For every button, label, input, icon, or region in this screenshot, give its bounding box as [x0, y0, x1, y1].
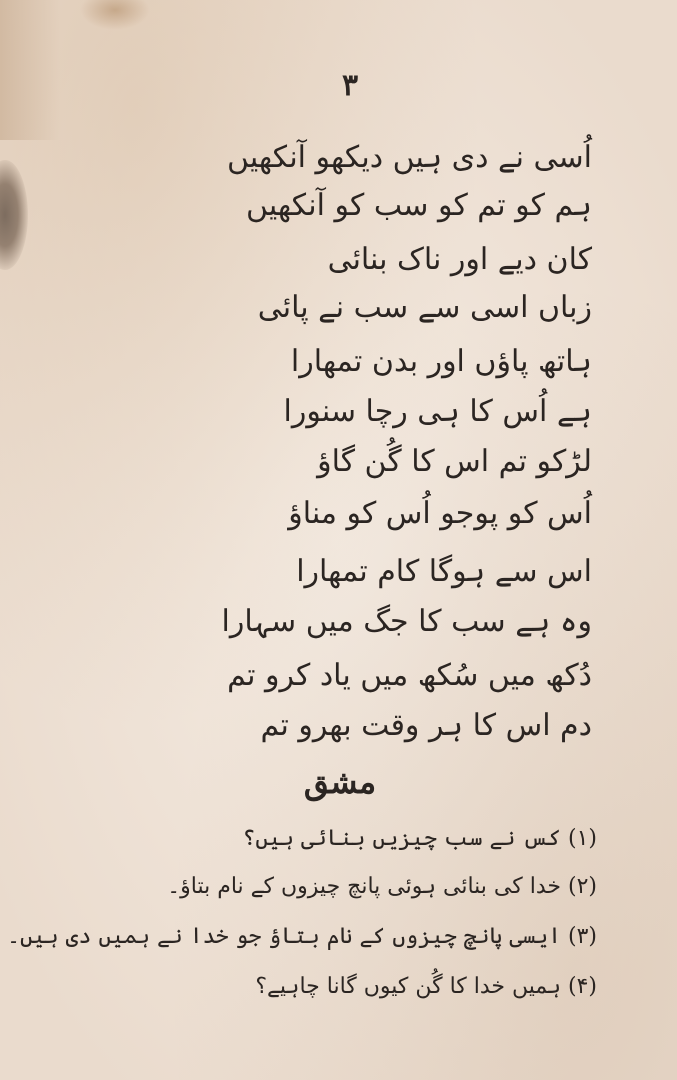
poem-line: ہاتھ پاؤں اور بدن تمھارا	[290, 344, 592, 379]
exercise-question: (۲) خدا کی بنائی ہوئی پانچ چیزوں کے نام بتاؤ۔	[167, 874, 597, 899]
page-edge-discoloration	[0, 0, 60, 140]
poem-line: لڑکو تم اس کا گُن گاؤ	[317, 444, 592, 479]
poem-line: دُکھ میں سُکھ میں یاد کرو تم	[227, 658, 592, 693]
exercise-question: (۱) کس نے سب چیزیں بنائی ہیں؟	[242, 826, 597, 851]
poem-line: اُسی نے دی ہیں دیکھو آنکھیں	[227, 140, 592, 175]
exercise-heading: مشق	[303, 763, 377, 801]
poem-line: کان دیے اور ناک بنائی	[327, 242, 592, 277]
poem-line: دم اس کا ہر وقت بھرو تم	[260, 708, 592, 743]
poem-line: زباں اسی سے سب نے پائی	[257, 290, 592, 325]
poem-line: اُس کو پوجو اُس کو مناؤ	[288, 496, 592, 531]
poem-line: اس سے ہوگا کام تمھارا	[296, 554, 592, 589]
exercise-question: (۴) ہمیں خدا کا گُن کیوں گانا چاہیے؟	[255, 974, 597, 999]
poem-line: ہم کو تم کو سب کو آنکھیں	[246, 188, 592, 223]
poem-line: وہ ہے سب کا جگ میں سہارا	[221, 604, 592, 639]
ink-blot	[0, 160, 28, 270]
exercise-question: (۳) ایسی پانچ چیزوں کے نام بتاؤ جو خدا نے ہمیں دی ہیں۔	[7, 924, 597, 949]
poem-line: ہے اُس کا ہی رچا سنورا	[283, 394, 592, 429]
page-number: ۳	[341, 68, 359, 103]
top-stain	[80, 0, 150, 30]
